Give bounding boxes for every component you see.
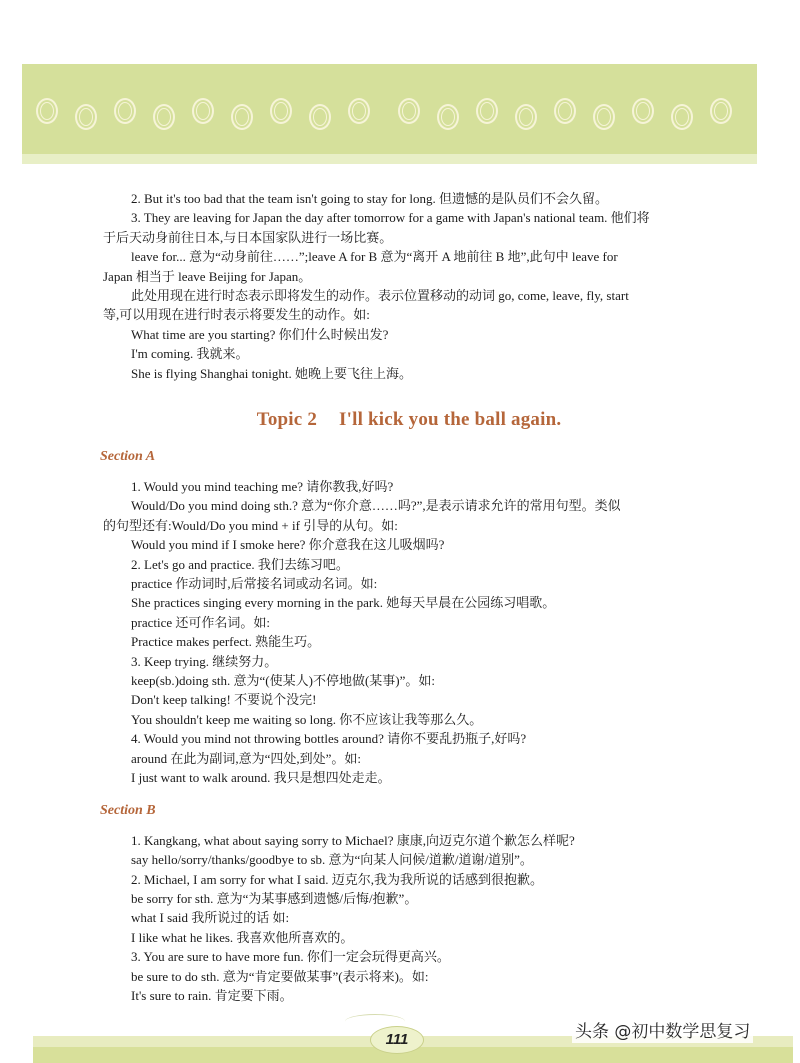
text-line: 2. Michael, I am sorry for what I said. 迈克尔,我为我所说的话感到很抱歉。: [131, 871, 543, 887]
topic-heading: [103, 410, 693, 429]
example-line: I like what he likes. 我喜欢他所喜欢的。: [131, 929, 354, 945]
ring-icon: [153, 104, 175, 130]
topic-number: Topic 2: [256, 409, 318, 431]
text-line: 2. But it's too bad that the team isn't going to stay for long. 但遗憾的是队员们不会久留。: [131, 191, 608, 206]
example-line: I just want to walk around. 我只是想四处走走。: [131, 769, 391, 785]
text-line: 3. You are sure to have more fun. 你们一定会玩得更高兴。: [131, 949, 450, 965]
ring-icon: [671, 104, 693, 130]
example-line: She practices singing every morning in the park. 她每天早晨在公园练习唱歌。: [131, 595, 556, 611]
text-line: be sure to do sth. 意为“肯定要做某事”(表示将来)。如:: [131, 968, 429, 984]
ring-icon: [309, 104, 331, 130]
text-line: 的句型还有:Would/Do you mind + if 引导的从句。如:: [103, 517, 398, 533]
ring-icon: [231, 104, 253, 130]
text-line: practice 作动词时,后常接名词或动名词。如:: [131, 575, 378, 591]
ring-icon: [437, 104, 459, 130]
text-line: leave for... 意为“动身前往……”;leave A for B 意为“离开 A 地前往 B 地”,此句中 leave for: [131, 249, 618, 265]
ring-icon: [36, 98, 58, 124]
page-number: 111: [370, 1026, 424, 1054]
ring-decoration-row: [30, 94, 749, 134]
text-line: 于后天动身前往日本,与日本国家队进行一场比赛。: [103, 229, 393, 245]
example-line: Don't keep talking! 不要说个没完!: [131, 692, 317, 708]
example-line: You shouldn't keep me waiting so long. 你不应该让我等那么久。: [131, 711, 483, 727]
ring-icon: [593, 104, 615, 130]
text-line: 等,可以用现在进行时表示将要发生的动作。如:: [103, 307, 370, 323]
ring-icon: [710, 98, 732, 124]
section-a-heading: Section A: [100, 449, 156, 465]
ring-icon: [75, 104, 97, 130]
ring-icon: [348, 98, 370, 124]
ring-icon: [114, 98, 136, 124]
text-line: Would/Do you mind doing sth.? 意为“你介意……吗?”,是表示请求允许的常用句型。类似: [131, 498, 621, 514]
ring-icon: [554, 98, 576, 124]
example-line: Would you mind if I smoke here? 你介意我在这儿吸烟吗?: [131, 537, 445, 553]
watermark-text: 头条 @初中数学思复习: [572, 1016, 753, 1043]
text-line: 4. Would you mind not throwing bottles around? 请你不要乱扔瓶子,好吗?: [131, 731, 527, 747]
header-decorative-band: [22, 64, 757, 164]
page-content: [100, 189, 693, 1005]
text-line: 1. Would you mind teaching me? 请你教我,好吗?: [131, 478, 394, 494]
example-line: I'm coming. 我就来。: [131, 346, 249, 362]
text-line: be sorry for sth. 意为“为某事感到遗憾/后悔/抱歉”。: [131, 891, 418, 906]
example-line: What time are you starting? 你们什么时候出发?: [131, 326, 389, 342]
text-line: 3. Keep trying. 继续努力。: [131, 653, 278, 669]
section-b-heading: Section B: [100, 803, 156, 819]
text-line: 此处用现在进行时态表示即将发生的动作。表示位置移动的动词 go, come, leave, fly, start: [131, 288, 629, 304]
header-band-lip: [22, 154, 757, 164]
ring-icon: [192, 98, 214, 124]
text-line: 2. Let's go and practice. 我们去练习吧。: [131, 556, 349, 572]
ring-icon: [515, 104, 537, 130]
text-line: keep(sb.)doing sth. 意为“(使某人)不停地做(某事)”。如:: [131, 672, 436, 688]
topic-title: I'll kick you the ball again.: [339, 409, 562, 431]
example-line: She is flying Shanghai tonight. 她晚上要飞往上海。: [131, 365, 412, 381]
text-line: what I said 我所说过的话 如:: [131, 910, 290, 926]
ring-icon: [476, 98, 498, 124]
ring-icon: [270, 98, 292, 124]
text-line: around 在此为副词,意为“四处,到处”。如:: [131, 750, 362, 766]
text-line: say hello/sorry/thanks/goodbye to sb. 意为“向某人问候/道歉/道谢/道别”。: [131, 852, 533, 868]
text-line: 3. They are leaving for Japan the day after tomorrow for a game with Japan's national team. 他们将: [131, 210, 650, 226]
text-line: Japan 相当于 leave Beijing for Japan。: [103, 268, 312, 284]
ring-icon: [632, 98, 654, 124]
text-line: 1. Kangkang, what about saying sorry to Michael? 康康,向迈克尔道个歉怎么样呢?: [131, 832, 575, 848]
text-line: practice 还可作名词。如:: [131, 614, 270, 630]
example-line: Practice makes perfect. 熟能生巧。: [131, 634, 321, 650]
ring-icon: [398, 98, 420, 124]
example-line: It's sure to rain. 肯定要下雨。: [131, 988, 293, 1004]
